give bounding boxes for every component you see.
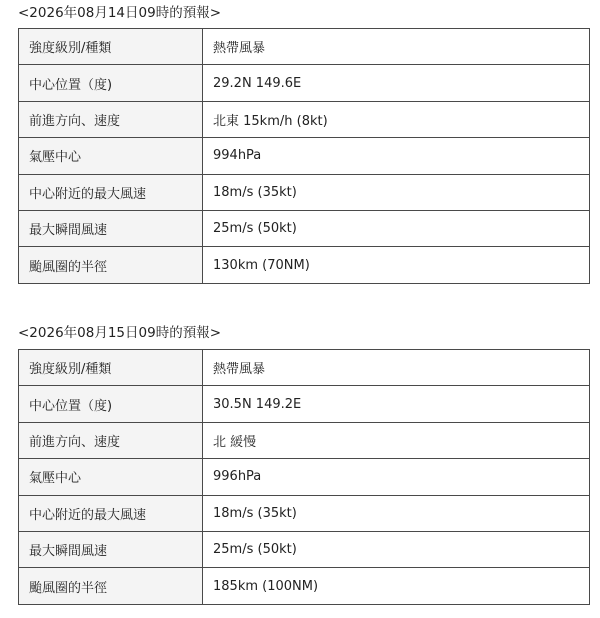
row-label: 中心位置（度): [19, 386, 203, 422]
table-row-max-wind: [19, 174, 590, 210]
row-label: 中心位置（度): [19, 65, 203, 101]
table-row-storm-radius: [19, 247, 590, 283]
row-label: 強度級別/種類: [19, 29, 203, 65]
row-label: 最大瞬間風速: [19, 531, 203, 567]
row-value: 25m/s (50kt): [203, 210, 590, 246]
row-value: 130km (70NM): [203, 247, 590, 283]
row-value: 熱帶風暴: [203, 29, 590, 65]
table-row-pressure: [19, 459, 590, 495]
table-row-intensity: [19, 29, 590, 65]
forecast-heading-1: <2026年08月14日09時的預報>: [18, 5, 222, 21]
forecast-table-2: [18, 349, 590, 605]
row-value: 熱帶風暴: [203, 350, 590, 386]
table-row-storm-radius: [19, 568, 590, 604]
row-value: 北東 15km/h (8kt): [203, 101, 590, 137]
row-value: 185km (100NM): [203, 568, 590, 604]
row-value: 29.2N 149.6E: [203, 65, 590, 101]
row-value: 北 緩慢: [203, 422, 590, 458]
table-row-direction-speed: [19, 422, 590, 458]
row-label: 颱風圈的半徑: [19, 247, 203, 283]
row-value: 18m/s (35kt): [203, 495, 590, 531]
table-row-center-position: [19, 386, 590, 422]
forecast-table-1: [18, 28, 590, 284]
row-value: 30.5N 149.2E: [203, 386, 590, 422]
table-row-direction-speed: [19, 101, 590, 137]
table-row-max-gust: [19, 210, 590, 246]
row-label: 氣壓中心: [19, 138, 203, 174]
row-label: 前進方向、速度: [19, 101, 203, 137]
row-value: 18m/s (35kt): [203, 174, 590, 210]
row-label: 最大瞬間風速: [19, 210, 203, 246]
row-label: 強度級別/種類: [19, 350, 203, 386]
row-value: 25m/s (50kt): [203, 531, 590, 567]
table-row-center-position: [19, 65, 590, 101]
table-row-max-gust: [19, 531, 590, 567]
row-label: 中心附近的最大風速: [19, 495, 203, 531]
row-label: 氣壓中心: [19, 459, 203, 495]
row-label: 中心附近的最大風速: [19, 174, 203, 210]
forecast-heading-2: <2026年08月15日09時的預報>: [18, 325, 222, 341]
row-label: 前進方向、速度: [19, 422, 203, 458]
row-label: 颱風圈的半徑: [19, 568, 203, 604]
row-value: 996hPa: [203, 459, 590, 495]
row-value: 994hPa: [203, 138, 590, 174]
table-row-intensity: [19, 350, 590, 386]
table-row-pressure: [19, 138, 590, 174]
table-row-max-wind: [19, 495, 590, 531]
